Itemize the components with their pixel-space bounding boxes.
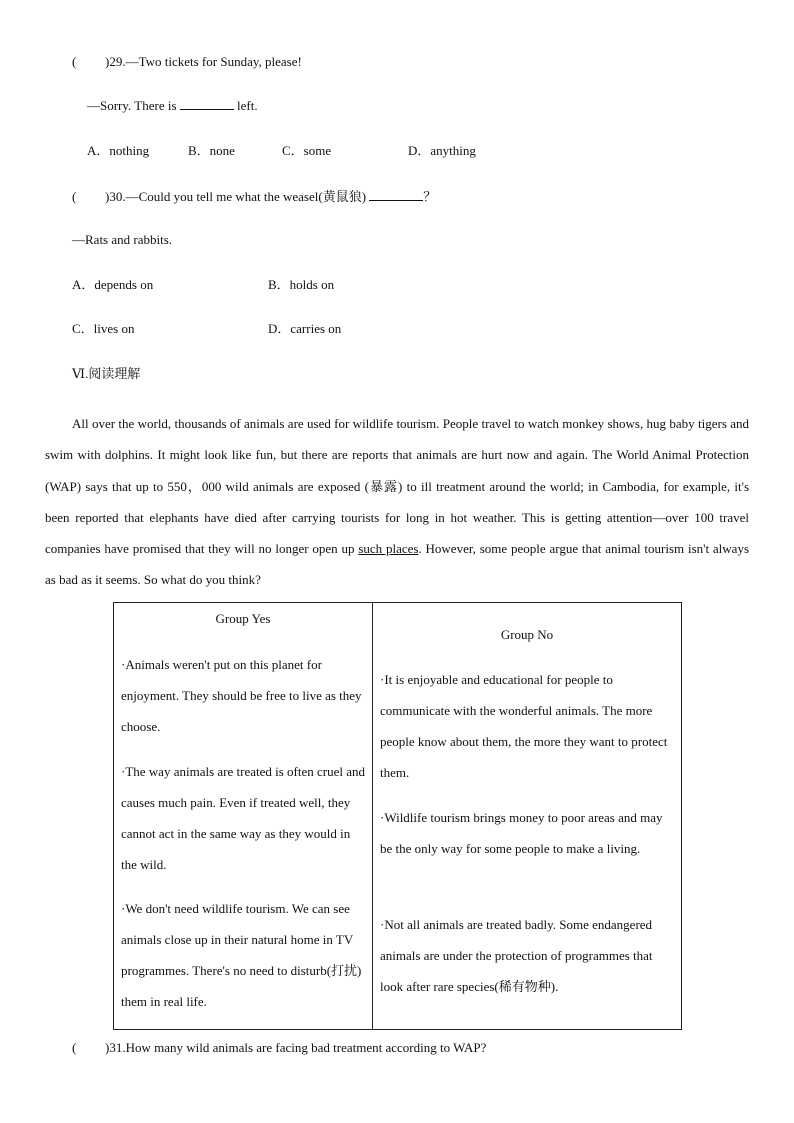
question-30	[72, 188, 436, 205]
answer-paren: (	[72, 1040, 77, 1055]
section-title: Ⅵ.阅读理解	[72, 366, 141, 381]
q30-option-d: D．carries on	[268, 321, 342, 336]
answer-blank	[369, 188, 423, 201]
passage-underlined-phrase: such places	[358, 541, 419, 557]
question-29-text: )29.—Two tickets for Sunday, please!	[105, 54, 302, 69]
question-29-reply	[87, 97, 258, 114]
group-no-item: ·Wildlife tourism brings money to poor areas and may be the only way for some people to make a living.	[380, 810, 663, 856]
question-30-text: )30.—Could you tell me what the weasel(黄鼠狼)	[105, 189, 367, 204]
group-yes-cell	[114, 603, 373, 1030]
reading-passage	[45, 408, 749, 596]
reply-text: —Sorry. There is	[87, 98, 177, 113]
group-no-header: Group No	[500, 627, 554, 642]
answer-blank	[180, 97, 234, 110]
group-yes-item: ·We don't need wildlife tourism. We can see animals close up in their natural home in TV programmes. There's no need to disturb(打扰) them in real life.	[121, 901, 362, 1009]
opinion-table	[113, 602, 682, 1030]
reply-text-end: left.	[237, 98, 258, 113]
group-no-item: ·It is enjoyable and educational for people to communicate with the wonderful animals. The more people know about them, the more they want to protect them.	[380, 672, 668, 780]
q29-option-c: C．some	[282, 143, 332, 158]
question-29	[72, 54, 302, 70]
question-30-reply: —Rats and rabbits.	[72, 232, 173, 247]
question-31-text: )31.How many wild animals are facing bad treatment according to WAP?	[105, 1040, 487, 1055]
group-yes-header: Group Yes	[215, 611, 271, 626]
q29-option-d: D．anything	[408, 143, 476, 158]
question-31	[72, 1040, 486, 1056]
group-yes-item: ·Animals weren't put on this planet for enjoyment. They should be free to live as they choose.	[121, 657, 362, 734]
group-no-item: ·Not all animals are treated badly. Some endangered animals are under the protection of programmes that look after rare species(稀有物种).	[380, 917, 653, 994]
answer-paren: (	[72, 189, 77, 204]
q30-option-b: B．holds on	[268, 277, 335, 292]
q30-option-a: A．depends on	[72, 277, 154, 292]
passage-part-2: . However, some people argue that animal tourism isn't always as bad as it seems. So what do you think?	[45, 541, 750, 588]
q30-option-c: C．lives on	[72, 321, 135, 336]
group-yes-item: ·The way animals are treated is often cruel and causes much pain. Even if treated well, they cannot act in the same way as they would in the wild.	[121, 764, 365, 872]
q29-option-a: A．nothing	[87, 143, 150, 158]
answer-paren: (	[72, 54, 77, 69]
group-no-cell	[373, 603, 682, 1030]
question-30-end: ？	[423, 189, 437, 204]
q29-option-b: B．none	[188, 143, 235, 158]
passage-part-1: All over the world, thousands of animals are used for wildlife tourism. People travel to watch monkey shows, hug baby tigers and swim with dolphins. It might look like fun, but there are reports that animals are hurt now and again. The World Animal Protection (WAP) says that up to 550，000 wild animals are exposed (暴露) to ill treatment around the world; in Cambodia, for example, it's been reported that elephants have died after carrying tourists for long in hot weather. This is getting attention—over 100 travel companies have promised that they will no longer open up	[45, 416, 749, 557]
